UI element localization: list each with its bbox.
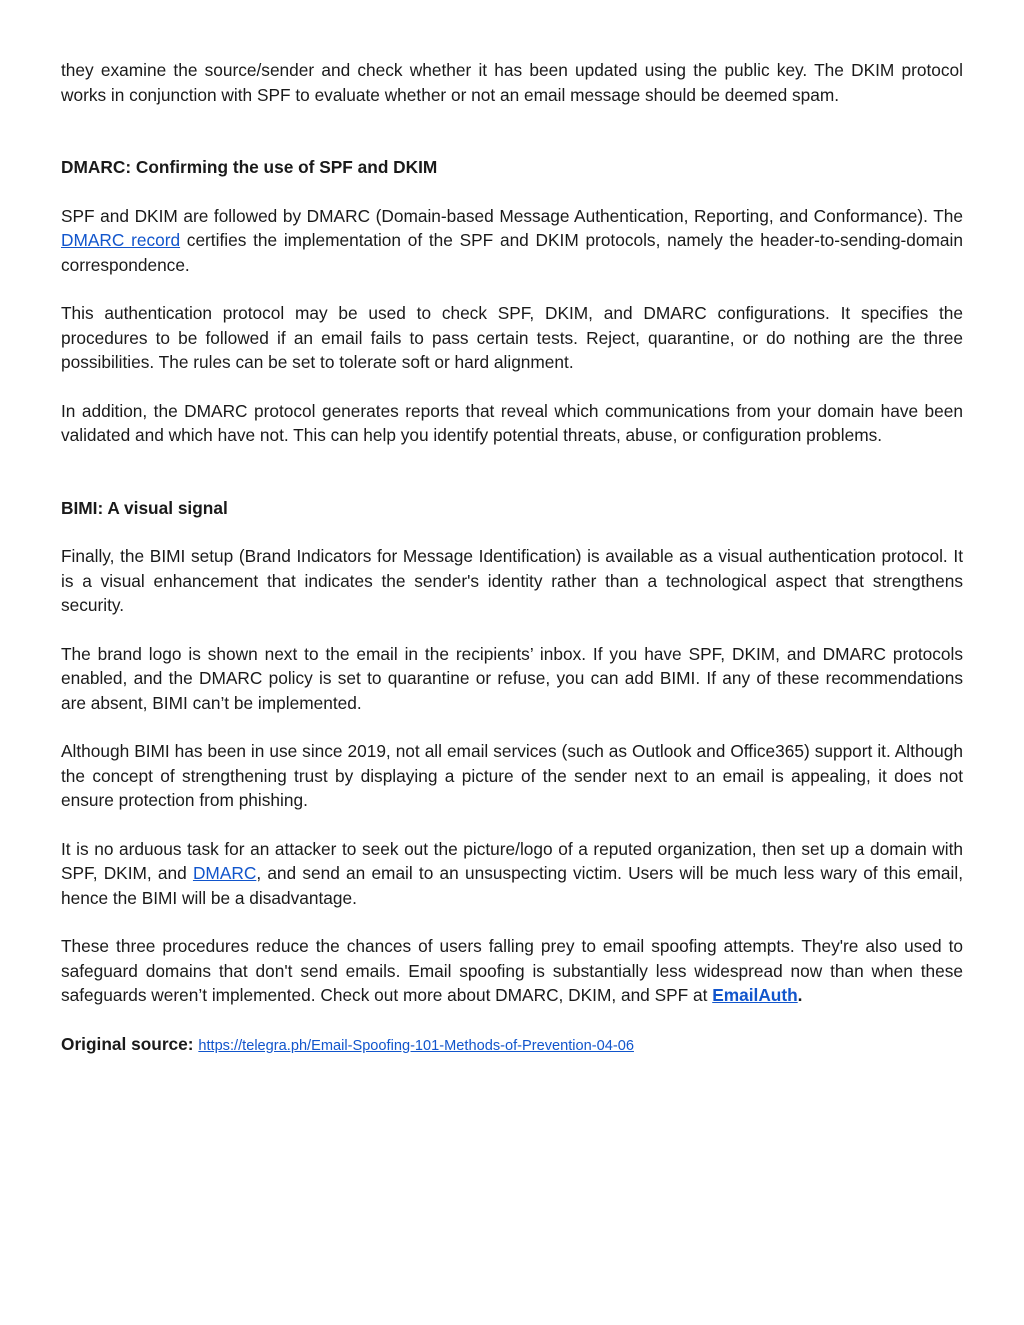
- paragraph-bimi-logo: The brand logo is shown next to the email in the recipients’ inbox. If you have SPF, DKIM, and DMARC protocols enabled, and the DMARC policy is set to quarantine or refuse, you can add BIMI. If any of these recommendations are absent, BIMI can’t be implemented.: [61, 643, 963, 713]
- dmarc-record-link[interactable]: DMARC record: [61, 230, 181, 250]
- emailauth-link[interactable]: EmailAuth: [712, 985, 798, 1005]
- paragraph-conclusion-text: These three procedures reduce the chances of users falling prey to email spoofing attempts. They're also used to safeguard domains that don't send emails. Email spoofing is substantially less widespread now than when these safeguards weren’t implemented. Check out more about DMARC, DKIM, and SPF at: [61, 936, 963, 1005]
- paragraph-dkim-continued: they examine the source/sender and check whether it has been updated using the public key. The DKIM protocol works in conjunction with SPF to evaluate whether or not an email message should be deemed spam.: [61, 60, 963, 105]
- document-page: [61, 58, 963, 1058]
- paragraph-dmarc-intro-text-1: SPF and DKIM are followed by DMARC (Domain-based Message Authentication, Reporting, and Conformance). The: [61, 205, 963, 226]
- paragraph-bimi-attacker-text-1: It is no arduous task for an attacker to seek out the picture/logo of a reputed organization, then set up a domain with SPF, DKIM, and: [61, 838, 963, 883]
- original-source-line: [61, 1032, 963, 1059]
- paragraph-dmarc-intro-text-2: certifies the implementation of the SPF and DKIM protocols, namely the header-to-sending-domain correspondence.: [61, 230, 963, 275]
- paragraph-bimi-support: Although BIMI has been in use since 2019, not all email services (such as Outlook and Office365) support it. Although the concept of strengthening trust by displaying a picture of the sender next to an email is appealing, it does not ensure protection from phishing.: [61, 741, 963, 810]
- heading-bimi: BIMI: A visual signal: [61, 497, 228, 518]
- paragraph-bimi-attacker-text-2: , and send an email to an unsuspecting victim. Users will be much less wary of this email, hence the BIMI will be a disadvantage.: [61, 863, 963, 908]
- paragraph-dmarc-intro: [61, 204, 963, 278]
- paragraph-conclusion: [61, 934, 963, 1008]
- heading-dmarc: DMARC: Confirming the use of SPF and DKIM: [61, 157, 438, 177]
- paragraph-conclusion-period: .: [797, 985, 803, 1005]
- dmarc-link[interactable]: DMARC: [192, 863, 257, 883]
- original-source-label: Original source:: [61, 1033, 194, 1054]
- paragraph-dmarc-protocol: This authentication protocol may be used to check SPF, DKIM, and DMARC configurations. It specifies the procedures to be followed if an email fails to pass certain tests. Reject, quarantine, or do nothing are the three possibilities. The rules can be set to tolerate soft or hard alignment.: [61, 303, 963, 372]
- paragraph-bimi-intro: Finally, the BIMI setup (Brand Indicators for Message Identification) is available as a visual authentication protocol. It is a visual enhancement that indicates the sender's identity rather than a technological aspect that strengthens security.: [61, 546, 963, 615]
- paragraph-dmarc-reports: In addition, the DMARC protocol generates reports that reveal which communications from your domain have been validated and which have not. This can help you identify potential threats, abuse, or configuration problems.: [61, 400, 963, 445]
- paragraph-bimi-attacker: [61, 837, 963, 911]
- original-source-link[interactable]: https://telegra.ph/Email-Spoofing-101-Methods-of-Prevention-04-06: [198, 1037, 634, 1054]
